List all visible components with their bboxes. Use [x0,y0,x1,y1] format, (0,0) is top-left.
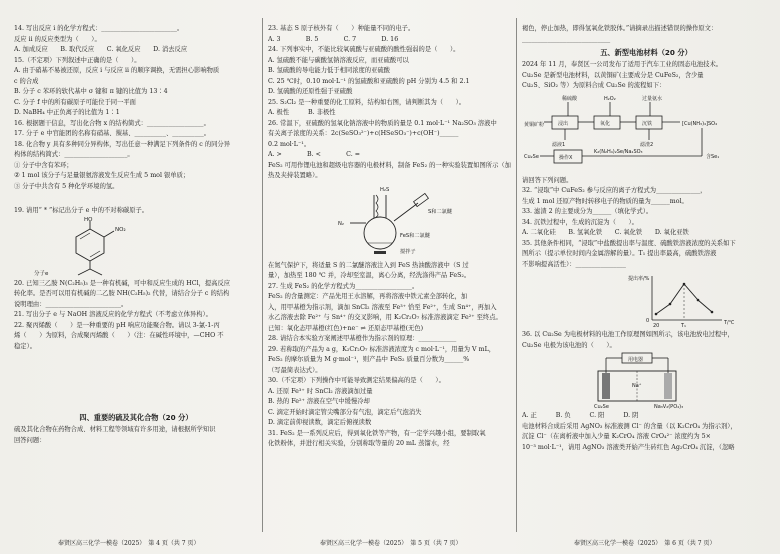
question-line: 29. 若称取的产品为 a g，K₂Cr₂O₇ 标准溶液浓度为 c mol·L⁻¹，用量为 V mL， [268,345,496,353]
question-line: B. 热的 Fe²⁺ 溶液在空气中缓慢冷却 [268,398,370,405]
question-line: 构体的结构简式：____________________。 [14,151,134,158]
question-line: 水乙溶液去除 Fe²⁺ 与 Sn⁴⁺ 的交叉影响，用 K₂Cr₂O₇ 标准溶液滴定 Fe²⁺ 至终点。 [268,314,502,321]
question-line: 已知：氧化态甲基橙(红色)+ne⁻ ⇌ 还原态甲基橙(无色) [268,324,424,332]
question-line: 不影响提高活性）：________________ [522,260,626,268]
chart-x0-label: 20 [653,323,660,329]
question-line: 15.（不定项）下列叙述中正确的是（ ）。 [14,56,141,64]
question-line: 23. 基态 S 原子核外有（ ）种能量不同的电子。 [268,25,415,32]
reagents-label: K₂(N₂H₄)₂Se/Na₂SO₃ [594,148,643,155]
question-line: 16. 根据题干信息，写出化合物 x 的结构简式：__________________。 [14,119,210,127]
hydroxyl-label: HO [84,216,93,223]
battery-cell-diagram [522,351,770,411]
question-line: 生成 1 mol 还原产物时转移电子的物质的量为______mol。 [522,197,688,205]
question-line: FeS₂ 的摩尔质量为 M g·mol⁻¹，则产品中 FeS₂ 质量百分数为______% [268,356,470,363]
reagent1-label: 稀硫酸 [562,95,578,102]
question-line: B. 氢硫酸的导电能力低于相同浓度的亚硫酸 [268,67,390,74]
column-divider [516,18,517,532]
question-line: 27. 生成 FeS₂ 的化学方程式为__________________。 [268,282,419,290]
sink-step: 沉铁 [642,120,653,127]
question-line: 30.（不定项）下列操作中可能导致测定结果偏高的是（ ）。 [268,377,445,384]
load-label: 用电器 [628,357,644,363]
product-label: Cu₂Se [524,153,539,160]
chart-y-label: 提出率/% [628,276,650,282]
question-line: ① 分子中含有苯环； [14,161,73,169]
reagent-label: S和二氯醚 [428,208,453,215]
question-line: A. 极性 B. 非极性 [268,109,336,116]
process-flowchart [522,92,770,176]
cell-figure [522,351,770,411]
n2-label: N₂ [338,220,344,227]
page-6-column [522,24,770,534]
filtrate-label: 滤液1 [552,141,566,148]
question-line: A. 氢硫酸不能与碳酸氢钠溶液反应，而亚硫酸可以 [268,56,409,64]
question-line: A. > B. < C. = [268,151,360,158]
question-line: 20. 已知三乙胺 N(C₂H₅)₃ 是一种有机碱，可中和反应生成的 HCl，提高反应 [14,279,231,287]
stirrer-label: 搅拌子 [400,248,416,255]
question-line: 0.2 mol·L⁻¹。 [268,140,311,148]
question-line: 28. 请结合本实验方案阐述甲基橙作为指示剂的原理：____________ [268,335,457,342]
question-line: D. 滴定前仰视读数，滴定后俯视读数 [268,419,372,426]
question-line: 21. 写出分子 e 与 NaOH 溶液反应的化学方程式（不考虑立体异构）。 [14,311,212,318]
molecule-caption: 分子e [34,270,49,277]
apparatus-diagram [268,181,512,261]
chart-y0-label: 0 [646,318,650,324]
section-intro-line: Cu₂S、SiO₂ 等）为原料合成 Cu₂Se 的流程如下： [522,82,666,89]
question-line: 25. S₂Cl₂ 是一种重要的化工原料，结构如右图，请判断其为（ ）。 [268,98,466,106]
question-line: 22. 聚丙烯酸（ ）是一种重要的 pH 响应功能聚合物。请以 3-氯-1-丙 [14,321,220,329]
question-line: A. 加成反应 B. 取代反应 C. 氧化反应 D. 消去反应 [14,46,188,53]
question-line: 请回答下列问题。 [522,176,573,184]
rate-chart-figure [522,270,770,330]
question-line: 入，用甲基橙为指示剂，滴加 SnCl₂ 溶液至 Fe³⁺ 恰至 Fe²⁺，生成 Sn⁴⁺，再加入 [268,303,497,311]
section-4-heading: 四、重要的硫及其化合物（20 分） [79,413,193,422]
apparatus-figure [268,181,512,261]
question-line: 烯（ ）为原料，合成聚丙烯酸（ ）（注：在碱性环境中，—CHO 不 [14,332,224,339]
ion-label: Na⁺ [632,383,642,389]
question-line: B. 分子 c 苯环的软代基中 σ 键和 π 键的比值为 13∶4 [14,88,168,95]
question-line: C. 滴定开始时滴定管尖嘴部分有气泡，滴定后气泡消失 [268,408,422,416]
fes2-intro: FeS₂ 可用作锂电池和超级电容器的电极材料，制备 FeS₂ 的一种实验装置如图所示（加热及夹持装置略）。 [268,161,511,179]
question-line: 10⁻³ mol·L⁻¹，请用 AgNO₃ 溶液类开始产生砖红色 Ag₂CrO₄ 沉淀，（忽略 [522,443,735,451]
question-line: c 的合成 [14,77,39,85]
question-line: 量），加热至 180 ℃ 并，冷却至室温，离心分离，经洗涤得产品 FeS₂。 [268,272,471,279]
question-line: FeS₂ 的含量测定：产品先用王水溶解，再将溶液中铁元素全部转化，加 [268,293,468,300]
question-line: 转化率。是否可以用有机碱的二乙胺 NH(C₂H₅)₂ 代替，请结合分子 c 的结构 [14,290,230,297]
question-line: 说明理由：________________________。 [14,300,128,308]
cathode-label: Na₃V₂(PO₄)₃ [654,404,684,410]
page-5-column [268,24,512,534]
question-line: 31. FeS₂ 是一系列反应后，得到氧化铁等产物，有一定学兴趣小组，要制取氧 [268,429,486,437]
footer-page-6: 奉贤区高三化学一模卷（2025） 第 6 页（共 7 页） [574,540,716,547]
question-line: 18. 化合物 y 具有多种同分异构体，写出任意一种满足下列条件的 c 的同分异 [14,140,231,148]
operation-x-step: 操作X [559,154,573,161]
question-line: 有关离子浓度的关系：2c(SeSO₃²⁻)+c(HSeSO₃⁻)+c(OH⁻)______ [268,130,459,137]
nitro-label: NO₂ [115,226,126,233]
question-line: 33. 滤渣 2 的主要成分为______（填化学式）。 [522,208,653,215]
question-line: 17. 分子 e 中官能团的名称有硝基、羰基、__________、__________。 [14,130,211,137]
question-line: 化铁粉体，并进行相关实验，分别称取等量的 20 mL 蒸馏水，经 [268,440,450,447]
reagent2-label: H₂O₂ [604,95,616,102]
footer-page-5: 奉贤区高三化学一模卷（2025） 第 5 页（共 7 页） [320,540,462,547]
question-line: 36. 以 Cu₂Se 为电极材料的电池工作原理图如图所示，该电池放电过程中， [522,331,734,338]
question-line: C. 25 ℃时，0.10 mol·L⁻¹ 的氢硫酸和亚硫酸的 pH 分别为 4.5 和 2.1 [268,77,470,85]
question-line: A. 正 B. 负 C. 阳 D. 阴 [522,412,639,419]
anode-label: Cu₂Se [594,404,609,410]
extraction-rate-chart [522,270,770,330]
h2s-label: H₂S [380,186,390,193]
tail-label: 含Se₁ [706,153,720,160]
question-line: 32. “浸取”中 CuFeS₂ 参与反应的离子方程式为______________， [522,187,707,194]
question-line: D. NaBH₄ 中正负离子的比值为 1∶1 [14,109,120,116]
residue-label: 滤渣2 [640,141,654,148]
question-line: A. 3 B. 5 C. 7 D. 16 [268,35,399,43]
question-line: 电池材料合成后采用 AgNO₃ 标准液测 Cl⁻ 的含量（以 K₂CrO₄ 为指示剂）， [522,422,737,430]
question-line: 褐色，停止加热，即得氢氧化铁胶体。”请摘录出描述错误的操作原文： [522,25,718,32]
complex-label: [Cu(NH₃)₄]SO₄ [682,120,718,127]
reagent3-label: 过量氨水 [642,95,663,102]
question-line: 图所示（提示单位时间内金属溶解的量）。T₁ 提出率最高，硫酸铁溶液 [522,250,717,257]
ore-label: 黄铜矿粉 [524,121,545,128]
question-line: C. 分子 f 中的所有碳原子可能位于同一平面 [14,98,136,106]
molecule-figure [14,217,258,279]
question-line: Cu₂Se 电极为该电池的（ ）。 [522,341,616,349]
question-line: A. 由于硝基不易被还原，反应 i 与反应 ii 的顺序调换，无需担心影响物质 [14,67,220,74]
question-line: 35. 其他条件相同，“浸取”中盐酸提出率与温度、硫酸铁溶液浓度的关系如下 [522,239,736,247]
section-intro-line: 硫及其化合物在药物合成、材料工程等领域有许多用途，请根据所学知识 [14,426,216,433]
question-line: A. 二氧化硅 B. 氢氧化铁 C. 氧化铁 D. 氧化亚铁 [522,229,689,236]
flowchart-figure [522,92,770,176]
flask-label: FeS和二氯醚 [400,232,430,239]
question-line: ② 1 mol 该分子与足量银氨溶液发生反应生成 5 mol 银单质； [14,172,190,179]
question-line: A. 还原 Fe³⁺ 时 SnCl₂ 溶液滴加过量 [268,387,373,395]
footer-page-4: 奉贤区高三化学一模卷（2025） 第 4 页（共 7 页） [58,540,200,547]
question-line: ③ 分子中共含有 5 种化学环境的氢。 [14,182,119,190]
question-line: 反应 ii 的反应类型为（ ）。 [14,35,101,43]
oxidize-step: 氧化 [600,120,611,127]
question-line: D. 氢硫酸的还原性强于亚硫酸 [268,88,353,95]
section-intro-line: 2024 年 11 月，奉贤区一公司发布了适用于汽车工业的固态电池技术。 [522,61,723,68]
question-line: 24. 下列事实中，不能比较氧硫酸与亚硫酸的酸性强弱的是（ ）。 [268,46,460,53]
question-line: 稳定）。 [14,342,37,350]
question-line: 在氮气保护下，将适量 S 的二氯醚溶液注入到 FeS 热油酸溶液中（S 过 [268,261,469,269]
question-line: （写最简表达式）。 [268,366,322,374]
section-5-heading: 五、新型电池材料（20 分） [600,48,692,57]
question-line: 26. 常温下，亚硫酸的氢氧化钠溶液中的物质的量是 0.1 mol·L⁻¹ Na₂SO₃ 溶液中 [268,119,497,127]
leach-step: 浸出 [558,120,569,127]
column-divider [262,18,263,532]
question-line: ____________________________ [522,35,611,43]
question-19: 19. 请用“ * ”标记出分子 e 中的不对称碳原子。 [14,207,149,214]
section-intro-line: 回答问题： [14,436,46,444]
chart-x-label: T/℃ [724,320,735,326]
section-intro-line: Cu₂Se 是新型电池材料，以黄铜矿(主要成分是 CuFeS₂，含少量 [522,71,704,79]
page-4-column [14,24,258,534]
molecule-structure [14,217,164,279]
question-line: 34. 沉铁过程中，生成的沉淀为（ ）。 [522,218,638,226]
chart-t1-label: T₁ [681,323,687,329]
question-line: 沉淀 Cl⁻（在离析液中加入少量 K₂CrO₄ 溶液 CrO₄²⁻ 浓度约为 5× [522,433,711,440]
question-line: 14. 写出反应 i 的化学方程式：________________________。 [14,25,184,32]
